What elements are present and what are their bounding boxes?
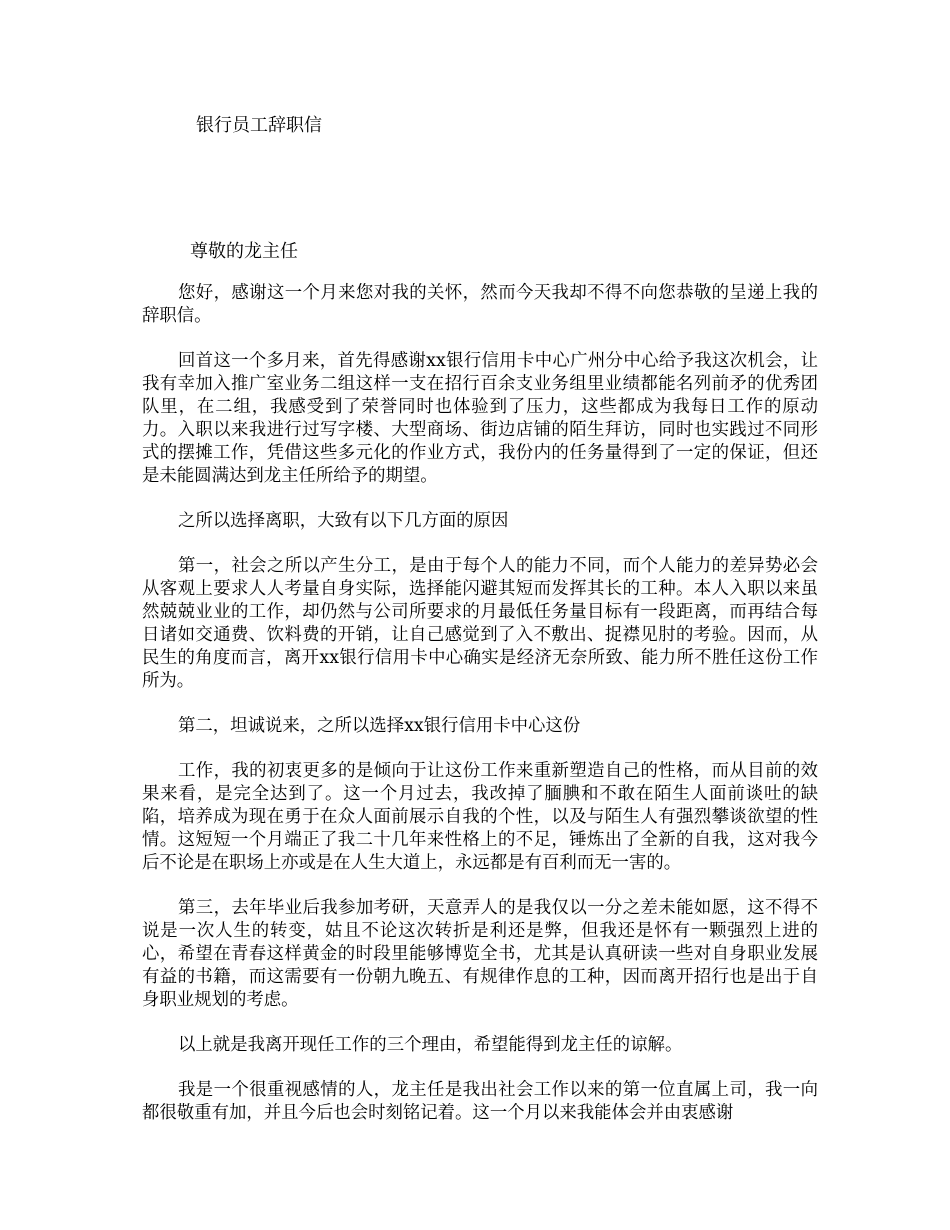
salutation: 尊敬的龙主任 [190, 241, 298, 262]
paragraph: 第二，坦诚说来，之所以选择xx银行信用卡中心这份 [178, 716, 581, 736]
letter-body [142, 282, 818, 1147]
document-title: 银行员工辞职信 [196, 115, 322, 136]
paragraph: 第三，去年毕业后我参加考研，天意弄人的是我仅以一分之差未能如愿，这不得不说是一次人生的转变，姑且不论这次转折是利还是弊，但我还是怀有一颗强烈上进的心，希望在青春这样黄金的时段里能够博览全书，尤其是认真研读一些对自身职业发展有益的书籍，而这需要有一份朝九晚五、有规律作息的工种，因而离开招行也是出于自身职业规划的考虑。 [142, 898, 818, 1010]
paragraph: 回首这一个多月来，首先得感谢xx银行信用卡中心广州分中心给予我这次机会，让我有幸加入推广室业务二组这样一支在招行百余支业务组里业绩都能名列前矛的优秀团队里，在二组，我感受到了荣誉同时也体验到了压力，这些都成为我每日工作的原动力。入职以来我进行过写字楼、大型商场、街边店铺的陌生拜访，同时也实践过不同形式的摆摊工作，凭借这些多元化的作业方式，我份内的任务量得到了一定的保证，但还是未能圆满达到龙主任所给予的期望。 [142, 351, 818, 486]
paragraph: 工作，我的初衷更多的是倾向于让这份工作来重新塑造自己的性格，而从目前的效果来看，是完全达到了。这一个月过去，我改掉了腼腆和不敢在陌生人面前谈吐的缺陷，培养成为现在勇于在众人面前展示自我的个性，以及与陌生人有强烈攀谈欲望的性情。这短短一个月端正了我二十几年来性格上的不足，锤炼出了全新的自我，这对我今后不论是在职场上亦或是在人生大道上，永远都是有百利而无一害的。 [142, 761, 818, 873]
paragraph: 第一，社会之所以产生分工，是由于每个人的能力不同，而个人能力的差异势必会从客观上要求人人考量自身实际，选择能闪避其短而发挥其长的工种。本人入职以来虽然兢兢业业的工作，却仍然与公司所要求的月最低任务量目标有一段距离，而再结合每日诸如交通费、饮料费的开销，让自己感觉到了入不敷出、捉襟见肘的考验。因而，从民生的角度而言，离开xx银行信用卡中心确实是经济无奈所致、能力所不胜任这份工作所为。 [142, 556, 818, 691]
paragraph: 之所以选择离职，大致有以下几方面的原因 [178, 511, 509, 531]
paragraph: 您好，感谢这一个月来您对我的关怀，然而今天我却不得不向您恭敬的呈递上我的辞职信。 [142, 283, 818, 326]
paragraph: 以上就是我离开现任工作的三个理由，希望能得到龙主任的谅解。 [178, 1035, 683, 1055]
paragraph: 我是一个很重视感情的人，龙主任是我出社会工作以来的第一位直属上司，我一向都很敬重有加，并且今后也会时刻铭记着。这一个月以来我能体会并由衷感谢 [142, 1080, 818, 1123]
